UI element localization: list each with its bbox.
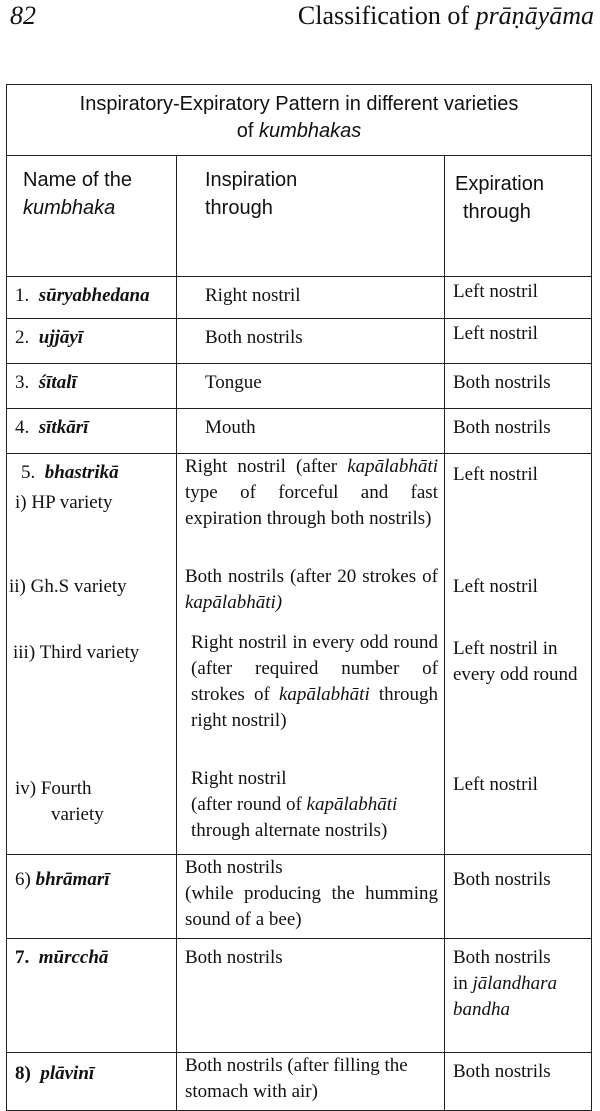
inspiration-text: through right nostril) <box>191 684 439 731</box>
inspiration-term: kapālabhāti <box>278 684 370 705</box>
kumbhaka-name-cell <box>7 939 177 1053</box>
variety-label-line1: iv) Fourth <box>15 778 92 799</box>
expiration-cell: Both nostrils <box>445 364 592 409</box>
column-header-inspiration-line1: Inspiration <box>205 169 298 191</box>
kumbhaka-name-cell <box>7 409 177 454</box>
variety-label: ii) Gh.S variety <box>9 576 127 597</box>
expiration-cell <box>445 454 592 855</box>
variety-label-fourth <box>15 776 176 854</box>
row-number: 5. <box>21 462 36 483</box>
row-number: 1. <box>15 285 30 306</box>
inspiration-cell: Both nostrils (after filling the stomach with air) <box>177 1053 445 1111</box>
table-title-term: kumbhakas <box>259 120 362 142</box>
column-header-expiration-line1: Expiration <box>455 173 544 195</box>
running-title <box>298 0 594 32</box>
page-number: 82 <box>10 1 36 30</box>
expiration-cell <box>445 939 592 1053</box>
inspiration-cell <box>177 454 445 855</box>
inspiration-text: (while producing the humming sound of a bee) <box>185 883 438 930</box>
column-header-expiration-line2: through <box>463 201 531 223</box>
column-header-expiration <box>445 156 592 277</box>
inspiration-term: kapālabhāti <box>306 794 398 815</box>
kumbhaka-name-cell <box>7 1053 177 1111</box>
inspiration-cell: Right nostril <box>177 277 445 319</box>
kumbhaka-name-cell <box>7 319 177 364</box>
variety-label: iii) Third variety <box>13 642 140 663</box>
running-title-term: prāṇāyāma <box>475 1 594 30</box>
column-header-name-line2: kumbhaka <box>23 197 116 219</box>
inspiration-cell: Tongue <box>177 364 445 409</box>
inspiration-variety-4 <box>185 766 438 844</box>
table-row <box>7 277 592 319</box>
table-row <box>7 855 592 939</box>
kumbhaka-name-cell <box>7 364 177 409</box>
inspiration-cell: Mouth <box>177 409 445 454</box>
table-title-line1: Inspiratory-Expiratory Pattern in different varieties <box>79 93 519 115</box>
inspiration-text: Right nostril in every odd round (after required number of strokes of <box>191 632 438 705</box>
inspiration-variety-3 <box>185 630 438 766</box>
row-number: 4. <box>15 417 30 438</box>
kumbhaka-name: plāvinī <box>40 1063 95 1084</box>
table-row <box>7 364 592 409</box>
inspiration-text: type of forceful and fast expiration through both nostrils) <box>185 482 438 529</box>
inspiration-variety-1 <box>185 454 438 564</box>
expiration-cell: Both nostrils <box>445 1053 592 1111</box>
kumbhaka-name: bhastrikā <box>44 462 119 483</box>
row-number: 6) <box>15 869 31 890</box>
page-header <box>0 0 600 36</box>
expiration-variety-1: Left nostril <box>453 464 538 485</box>
kumbhaka-name: bhrāmarī <box>35 869 110 890</box>
row-number: 8) <box>15 1063 31 1084</box>
expiration-text: Both nostrils <box>453 947 551 968</box>
inspiration-text: Both nostrils <box>185 857 283 878</box>
table-row <box>7 939 592 1053</box>
expiration-text: in <box>453 973 473 994</box>
kumbhaka-name: śītalī <box>38 372 77 393</box>
kumbhaka-name-cell <box>7 454 177 855</box>
kumbhaka-name: sūryabhedana <box>38 285 150 306</box>
column-header-name-line1: Name of the <box>23 169 132 191</box>
inspiration-cell: Both nostrils <box>177 319 445 364</box>
kumbhaka-name-cell <box>7 855 177 939</box>
running-title-prefix: Classification of <box>297 1 476 30</box>
expiration-variety-2: Left nostril <box>453 576 538 597</box>
inspiration-text: Right nostril (after <box>185 456 348 477</box>
table-title <box>7 85 592 156</box>
kumbhaka-name: ujjāyī <box>38 327 84 348</box>
kumbhaka-name: mūrcchā <box>38 947 109 968</box>
inspiration-text: Right nostril <box>191 768 287 789</box>
inspiration-cell <box>177 855 445 939</box>
expiration-cell: Both nostrils <box>445 409 592 454</box>
expiration-cell: Left nostril <box>445 277 592 319</box>
inspiration-term: kapālabhāti <box>347 456 438 477</box>
variety-label: i) HP variety <box>15 492 113 513</box>
inspiration-text: through alternate nostrils) <box>191 820 388 841</box>
table-title-row <box>7 85 592 156</box>
expiration-variety-4: Left nostril <box>453 774 538 795</box>
expiration-term: jālandhara bandha <box>453 973 557 1020</box>
table-row <box>7 1053 592 1111</box>
expiration-cell: Left nostril <box>445 319 592 364</box>
table-title-of: of <box>236 120 259 142</box>
kumbhaka-name: sītkārī <box>38 417 89 438</box>
table-row <box>7 409 592 454</box>
kumbhaka-table <box>6 84 592 1111</box>
column-header-inspiration-line2: through <box>205 197 273 219</box>
inspiration-cell: Both nostrils <box>177 939 445 1053</box>
expiration-cell: Both nostrils <box>445 855 592 939</box>
row-number: 3. <box>15 372 30 393</box>
inspiration-term: kapālabhāti) <box>185 592 283 613</box>
row-number: 2. <box>15 327 30 348</box>
column-header-row <box>7 156 592 277</box>
row-number: 7. <box>15 947 30 968</box>
variety-label-line2: variety <box>51 804 104 825</box>
inspiration-text: (after round of <box>191 794 307 815</box>
inspiration-variety-2 <box>185 564 438 630</box>
column-header-inspiration <box>177 156 445 277</box>
expiration-variety-3: Left nostril in every odd round <box>453 638 578 685</box>
inspiration-text: Both nostrils (after 20 strokes of <box>185 566 438 587</box>
table-row <box>7 319 592 364</box>
table-title-line2 <box>7 118 591 145</box>
table-row-bhastrika <box>7 454 592 855</box>
column-header-name <box>7 156 177 277</box>
kumbhaka-name-cell <box>7 277 177 319</box>
